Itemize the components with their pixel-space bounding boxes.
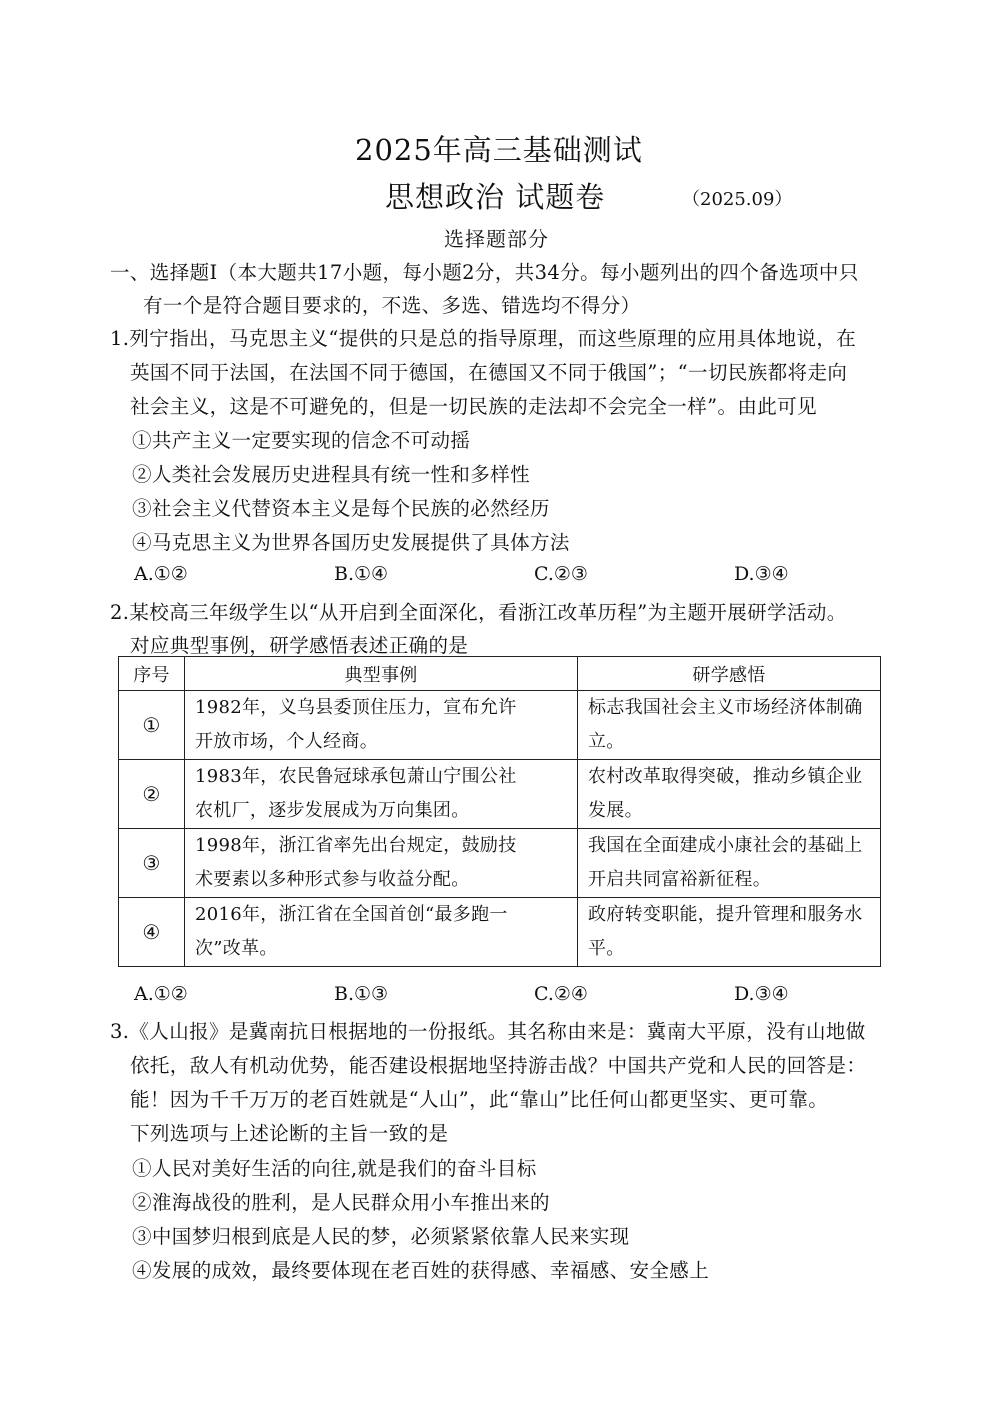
event-text: 术要素以多种形式参与收益分配。 <box>195 869 470 890</box>
instructions-line-1: 一、选择题Ⅰ（本大题共17小题，每小题2分，共34分。每小题列出的四个备选项中只 <box>110 261 859 284</box>
event-text: 2016年，浙江省在全国首创“最多跑一 <box>195 904 508 925</box>
q2-option-a[interactable]: A.①② <box>134 983 188 1005</box>
q2-option-b[interactable]: B.①③ <box>334 983 389 1005</box>
event-text: 次”改革。 <box>195 938 278 959</box>
reflection-text: 标志我国社会主义市场经济体制确 <box>588 697 863 718</box>
table-row <box>119 691 881 760</box>
row-number: ② <box>119 760 185 829</box>
q3-stem-line: 下列选项与上述论断的主旨一致的是 <box>130 1122 449 1145</box>
reflection-text: 立。 <box>588 731 625 752</box>
q1-option-a[interactable]: A.①② <box>134 563 188 585</box>
q3-statement: ②淮海战役的胜利，是人民群众用小车推出来的 <box>132 1191 550 1214</box>
reflection-cell <box>578 898 881 967</box>
event-cell <box>185 898 578 967</box>
instructions-line-2: 有一个是符合题目要求的，不选、多选、错选均不得分） <box>143 294 641 317</box>
q1-statement: ①共产主义一定要实现的信念不可动摇 <box>132 429 471 452</box>
event-text: 1998年，浙江省率先出台规定，鼓励技 <box>195 835 517 856</box>
event-cell <box>185 829 578 898</box>
event-text: 农机厂，逐步发展成为万向集团。 <box>195 800 470 821</box>
event-text: 1983年，农民鲁冠球承包萧山宁围公社 <box>195 766 517 787</box>
q2-stem-line: 2.某校高三年级学生以“从开启到全面深化，看浙江改革历程”为主题开展研学活动。 <box>110 601 847 624</box>
reflection-text: 发展。 <box>588 800 643 821</box>
reflection-text: 平。 <box>588 938 625 959</box>
row-number: ④ <box>119 898 185 967</box>
q3-stem-line: 依托，敌人有机动优势，能否建设根据地坚持游击战？中国共产党和人民的回答是： <box>130 1054 867 1077</box>
table-header-row <box>119 657 881 691</box>
q1-stem-line: 英国不同于法国，在法国不同于德国，在德国又不同于俄国”；“一切民族都将走向 <box>130 361 848 384</box>
q1-option-d[interactable]: D.③④ <box>734 563 789 585</box>
q1-statement: ④马克思主义为世界各国历史发展提供了具体方法 <box>132 531 570 554</box>
column-header-event: 典型事例 <box>185 657 578 691</box>
q3-statement: ③中国梦归根到底是人民的梦，必须紧紧依靠人民来实现 <box>132 1225 630 1248</box>
q1-option-c[interactable]: C.②③ <box>534 563 588 585</box>
row-number: ③ <box>119 829 185 898</box>
q1-stem-line: 社会主义，这是不可避免的，但是一切民族的走法却不会完全一样”。由此可见 <box>130 395 817 418</box>
reflection-cell <box>578 829 881 898</box>
table-row <box>119 829 881 898</box>
q1-stem-line: 1.列宁指出，马克思主义“提供的只是总的指导原理，而这些原理的应用具体地说，在 <box>110 327 857 350</box>
event-text: 1982年，义乌县委顶住压力，宣布允许 <box>195 697 517 718</box>
q2-option-d[interactable]: D.③④ <box>734 983 789 1005</box>
section-title: 选择题部分 <box>444 227 549 251</box>
subject-title: 思想政治 试题卷 <box>385 180 606 214</box>
reflection-text: 农村改革取得突破，推动乡镇企业 <box>588 766 863 787</box>
q3-stem-line: 能！因为千千万万的老百姓就是“人山”，此“靠山”比任何山都更坚实、更可靠。 <box>130 1088 829 1111</box>
row-number: ① <box>119 691 185 760</box>
q1-option-b[interactable]: B.①④ <box>334 563 389 585</box>
reflection-text: 我国在全面建成小康社会的基础上 <box>588 835 863 856</box>
reflection-text: 开启共同富裕新征程。 <box>588 869 771 890</box>
reflection-text: 政府转变职能，提升管理和服务水 <box>588 904 863 925</box>
reflection-cell <box>578 691 881 760</box>
q3-statement: ①人民对美好生活的向往,就是我们的奋斗目标 <box>132 1157 537 1180</box>
reflection-cell <box>578 760 881 829</box>
q3-statement: ④发展的成效，最终要体现在老百姓的获得感、幸福感、安全感上 <box>132 1259 710 1282</box>
event-cell <box>185 691 578 760</box>
q2-stem-line: 对应典型事例，研学感悟表述正确的是 <box>130 634 469 657</box>
event-text: 开放市场，个人经商。 <box>195 731 378 752</box>
column-header-reflection: 研学感悟 <box>578 657 881 691</box>
q1-statement: ③社会主义代替资本主义是每个民族的必然经历 <box>132 497 550 520</box>
q2-option-c[interactable]: C.②④ <box>534 983 588 1005</box>
q3-stem-line: 3.《人山报》是冀南抗日根据地的一份报纸。其名称由来是：冀南大平原，没有山地做 <box>110 1020 866 1043</box>
exam-date: （2025.09） <box>682 189 793 210</box>
column-header-number: 序号 <box>119 657 185 691</box>
event-cell <box>185 760 578 829</box>
page-title: 2025年高三基础测试 <box>355 133 643 167</box>
table-row <box>119 898 881 967</box>
q1-statement: ②人类社会发展历史进程具有统一性和多样性 <box>132 463 531 486</box>
table-row <box>119 760 881 829</box>
reform-cases-table <box>118 656 881 967</box>
